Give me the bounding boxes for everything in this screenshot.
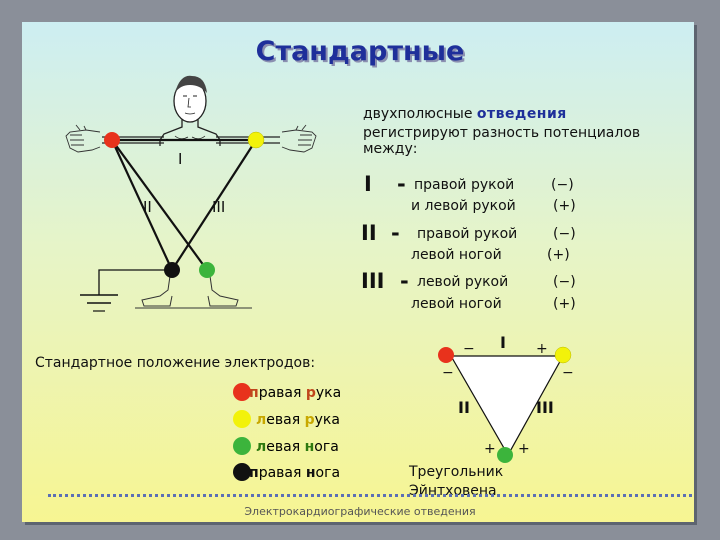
triangle-caption-1: Треугольник [409,464,504,480]
triangle-caption-2: Эйнтховена [409,483,497,499]
lead-II-roman: II [361,221,377,245]
lead-label-II: II [143,198,152,216]
triangle-minus-right: − [562,365,574,381]
lead-III-sign1: (−) [553,274,576,290]
lead-II-line1: правой рукой [417,226,518,242]
legend-label: левая рука [256,412,340,428]
lead-III-line2: левой ногой [411,296,502,312]
lead-III-roman: III [361,269,385,293]
lead-I-line2: и левой рукой [411,198,516,214]
triangle-minus-top: − [463,341,475,357]
lead-I-roman: I [364,172,372,196]
slide-title: Стандартные [255,36,465,67]
triangle-label-II: II [458,398,470,417]
lead-III-dash: - [400,269,409,293]
triangle-label-III: III [536,398,554,417]
legend-label: правая нога [249,465,341,481]
legend-label: правая рука [249,385,342,401]
lead-II-line2: левой ногой [411,247,502,263]
triangle-electrode-yellow [555,347,571,363]
lead-III-line1: левой рукой [417,274,509,290]
intro-line-2: регистрируют разность потенциалов [363,125,641,141]
legend-label: левая нога [256,439,339,455]
intro-line-3: между: [363,141,418,157]
lead-I-sign1: (−) [551,177,574,193]
lead-label-III: III [212,198,226,216]
lead-I-line1: правой рукой [414,177,515,193]
lead-I-sign2: (+) [553,198,576,214]
footer-divider [48,494,692,497]
legend-title: Стандартное положение электродов: [35,355,316,371]
lead-III-sign2: (+) [553,296,576,312]
triangle-electrode-green [497,447,513,463]
triangle-electrode-red [438,347,454,363]
triangle-minus-left: − [442,365,454,381]
lead-label-I: I [178,150,183,168]
lead-II-sign2: (+) [547,247,570,263]
lead-II-dash: - [391,221,400,245]
footer-text: Электрокардиографические отведения [244,505,476,518]
triangle-label-I: I [500,333,506,352]
lead-II-sign1: (−) [553,226,576,242]
intro-prefix: двухполюсные [363,106,477,122]
intro-accent: отведения [476,106,567,122]
triangle-plus-top: + [536,341,548,357]
lead-I-dash: - [397,172,406,196]
triangle-plus-bl: + [484,441,496,457]
triangle-plus-br: + [518,441,530,457]
